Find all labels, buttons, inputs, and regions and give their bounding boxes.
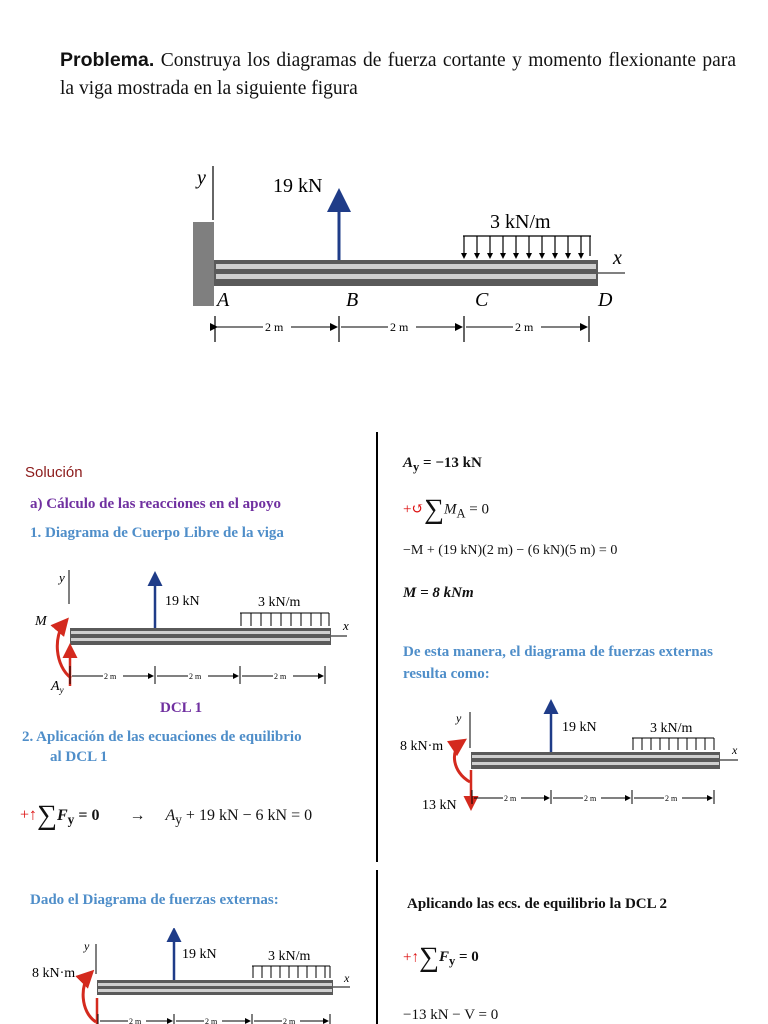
dclb-x-label: x bbox=[344, 971, 350, 985]
dcl1-x-label: x bbox=[343, 618, 349, 633]
step-1-heading: 1. Diagrama de Cuerpo Libre de la viga bbox=[30, 525, 284, 541]
dcl1-figure bbox=[25, 566, 365, 696]
column-divider-top bbox=[376, 432, 378, 862]
dcl1-beam bbox=[70, 628, 331, 645]
problem-text: Construya los diagramas de fuerza cortante y momento flexionante para la viga mostrada en la siguiente figura bbox=[60, 50, 736, 99]
dcl1-caption: DCL 1 bbox=[160, 700, 203, 716]
dclb-dist-load-label: 3 kN/m bbox=[268, 949, 311, 964]
dcl1-moment-label: M bbox=[35, 614, 47, 629]
distributed-load-label: 3 kN/m bbox=[490, 211, 551, 233]
point-load-label: 19 kN bbox=[273, 175, 323, 197]
x-axis-label: x bbox=[613, 247, 622, 269]
dclb-point-load-label: 19 kN bbox=[182, 947, 217, 962]
dado-heading: Dado el Diagrama de fuerzas externas: bbox=[30, 892, 279, 908]
ay-result: $A_y = -13$ kN bbox=[403, 455, 482, 474]
dcle-x-label: x bbox=[732, 743, 738, 757]
point-a-label: A bbox=[217, 289, 230, 311]
dclb-span-3: 2 m bbox=[283, 1017, 296, 1024]
dcl1-dist-load-label: 3 kN/m bbox=[258, 595, 301, 610]
moment-result: M = 8 kNm bbox=[403, 585, 474, 601]
desta-line1: De esta manera, el diagrama de fuerzas externas bbox=[403, 644, 713, 660]
dclb-beam bbox=[97, 980, 333, 995]
dcl1-reaction-label: $A_y$ bbox=[51, 679, 64, 695]
equation-dcl2-sum-fy: $+↑\sum F_y = 0$ bbox=[403, 942, 479, 973]
dcle-span-1: 2 m bbox=[504, 794, 517, 803]
dclb-y-label: y bbox=[84, 939, 90, 953]
dcl-bottom-figure bbox=[28, 928, 368, 1024]
dcle-moment-arrow bbox=[454, 742, 470, 782]
dcl1-span-1: 2 m bbox=[104, 672, 117, 681]
fixed-support-wall bbox=[193, 222, 214, 306]
dcl1-y-label: y bbox=[59, 570, 65, 585]
problem-lead: Problema. bbox=[60, 49, 155, 71]
span-ab-label: 2 m bbox=[265, 320, 284, 334]
solution-heading: Solución bbox=[25, 464, 83, 481]
dclb-moment-label: 8 kN·m bbox=[32, 966, 76, 981]
step-a-heading: a) Cálculo de las reacciones en el apoyo bbox=[30, 496, 281, 512]
dclb-span-2: 2 m bbox=[205, 1017, 218, 1024]
distributed-load bbox=[461, 236, 591, 259]
dclb-span-1: 2 m bbox=[129, 1017, 142, 1024]
dcl1-span-3: 2 m bbox=[274, 672, 287, 681]
beam bbox=[214, 260, 598, 286]
external-forces-figure bbox=[396, 698, 756, 820]
equation-sum-fy: $+↑\sum F_y = 0 \to A_y + 19$ kN − 6 kN = 0 bbox=[20, 800, 313, 831]
main-beam-figure bbox=[185, 160, 645, 350]
dcl1-span-2: 2 m bbox=[189, 672, 202, 681]
dcle-dist-load-label: 3 kN/m bbox=[650, 721, 693, 736]
equation-sum-ma: $+↺\sum M_A = 0$ bbox=[403, 494, 489, 525]
span-cd-label: 2 m bbox=[515, 320, 534, 334]
dcle-beam bbox=[471, 752, 720, 769]
step-2-heading-line2: al DCL 1 bbox=[50, 749, 108, 765]
span-bc-label: 2 m bbox=[390, 320, 409, 334]
equation-dcl2-shear: −13 kN − V = 0 bbox=[403, 1007, 499, 1023]
dcle-y-label: y bbox=[456, 711, 462, 725]
desta-line2: resulta como: bbox=[403, 666, 490, 682]
point-d-label: D bbox=[598, 289, 613, 311]
dcle-span-2: 2 m bbox=[584, 794, 597, 803]
aplicando-heading: Aplicando las ecs. de equilibrio la DCL 2 bbox=[407, 896, 668, 912]
dcle-reaction-label: 13 kN bbox=[422, 798, 457, 813]
problem-statement bbox=[60, 46, 736, 103]
dcle-moment-label: 8 kN·m bbox=[400, 739, 444, 754]
step-2-heading-line1: 2. Aplicación de las ecuaciones de equilibrio bbox=[22, 729, 302, 745]
point-b-label: B bbox=[346, 289, 359, 311]
column-divider-bottom bbox=[376, 870, 378, 1024]
dcle-point-load-label: 19 kN bbox=[562, 720, 597, 735]
y-axis-label: y bbox=[197, 167, 206, 189]
point-c-label: C bbox=[475, 289, 489, 311]
dcle-span-3: 2 m bbox=[665, 794, 678, 803]
dcl1-point-load-label: 19 kN bbox=[165, 594, 200, 609]
moment-equation: −M + (19 kN)(2 m) − (6 kN)(5 m) = 0 bbox=[403, 543, 618, 558]
dclb-moment-arrow bbox=[83, 974, 96, 1022]
